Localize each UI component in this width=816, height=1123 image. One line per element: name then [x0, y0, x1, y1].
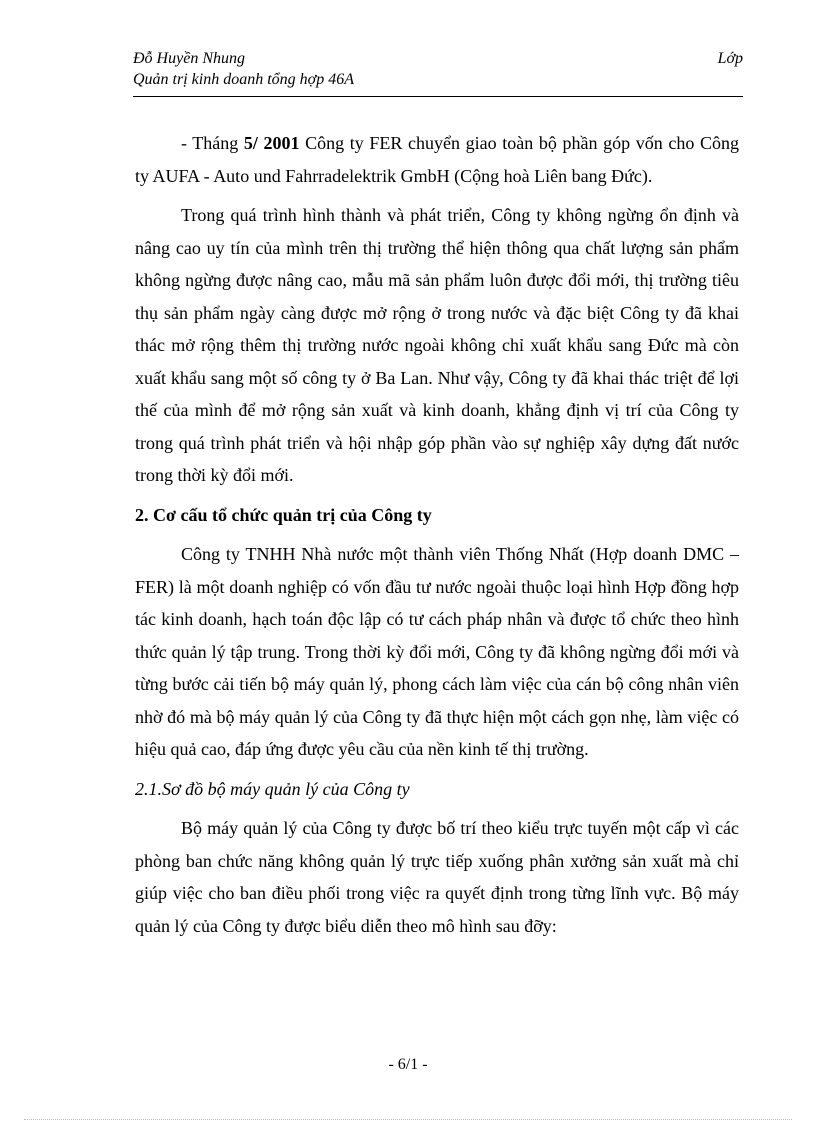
paragraph-ownership-transfer: [135, 127, 739, 192]
paragraph-prefix: - Tháng: [181, 133, 244, 153]
paragraph-company-description: Công ty TNHH Nhà nước một thành viên Thống Nhất (Hợp doanh DMC – FER) là một doanh nghiệp có vốn đầu tư nước ngoài thuộc loại hình Hợp đồng hợp tác kinh doanh, hạch toán độc lập có tư cách pháp nhân và được tổ chức theo hình thức quản lý tập trung. Trong thời kỳ đổi mới, Công ty đã không ngừng đổi mới và từng bước cải tiến bộ máy quản lý, phong cách làm việc của cán bộ công nhân viên nhờ đó mà bộ máy quản lý của Công ty đã thực hiện một cách gọn nhẹ, làm việc có hiệu quả cao, đáp ứng được yêu cầu của nền kinh tế thị trường.: [135, 544, 739, 759]
page-bottom-divider: [24, 1119, 792, 1120]
paragraph-management-structure: Bộ máy quản lý của Công ty được bố trí theo kiểu trực tuyến một cấp vì các phòng ban chức năng không quản lý trực tiếp xuống phân xưởng sản xuất mà chỉ giúp việc cho ban điều phối trong việc ra quyết định trong từng lĩnh vực. Bộ máy quản lý của Công ty được biểu diễn theo mô hình sau đỡy:: [135, 818, 739, 936]
header-author: Đỗ Huyền Nhung: [133, 50, 245, 67]
paragraph-date: 5/ 2001: [243, 133, 300, 153]
paragraph-development: Trong quá trình hình thành và phát triển, Công ty không ngừng ổn định và nâng cao uy tín của mình trên thị trường thể hiện thông qua chất lượng sản phẩm không ngừng được nâng cao, mẫu mã sản phẩm luôn được đổi mới, thị trường tiêu thụ sản phẩm ngày càng được mở rộng ở trong nước và đặc biệt Công ty đã khai thác mở rộng thêm thị trường nước ngoài không chỉ xuất khẩu sang Đức mà còn xuất khẩu sang một số công ty ở Ba Lan. Như vậy, Công ty đã khai thác triệt để lợi thế của mình để mở rộng sản xuất và kinh doanh, khẳng định vị trí của Công ty trong quá trình phát triển và hội nhập góp phần vào sự nghiệp xây dựng đất nước trong thời kỳ đổi mới.: [135, 205, 739, 485]
section-heading-organization: 2. Cơ cấu tổ chức quản trị của Công ty: [135, 504, 432, 525]
header-course: Quản trị kinh doanh tổng hợp 46A: [133, 71, 354, 88]
paragraph-text: Công ty FER chuyển giao toàn bộ phần góp vốn cho Công ty AUFA - Auto und Fahrradelektrik GmbH (Cộng hoà Liên bang Đức).: [135, 133, 739, 186]
page-header: [133, 47, 743, 93]
document-body: [135, 127, 739, 949]
page-number: - 6/1 -: [388, 1056, 428, 1073]
header-divider: [133, 96, 743, 97]
header-class-label: Lớp: [717, 50, 743, 67]
subsection-heading-management-chart: 2.1.Sơ đồ bộ máy quản lý của Công ty: [135, 778, 410, 799]
